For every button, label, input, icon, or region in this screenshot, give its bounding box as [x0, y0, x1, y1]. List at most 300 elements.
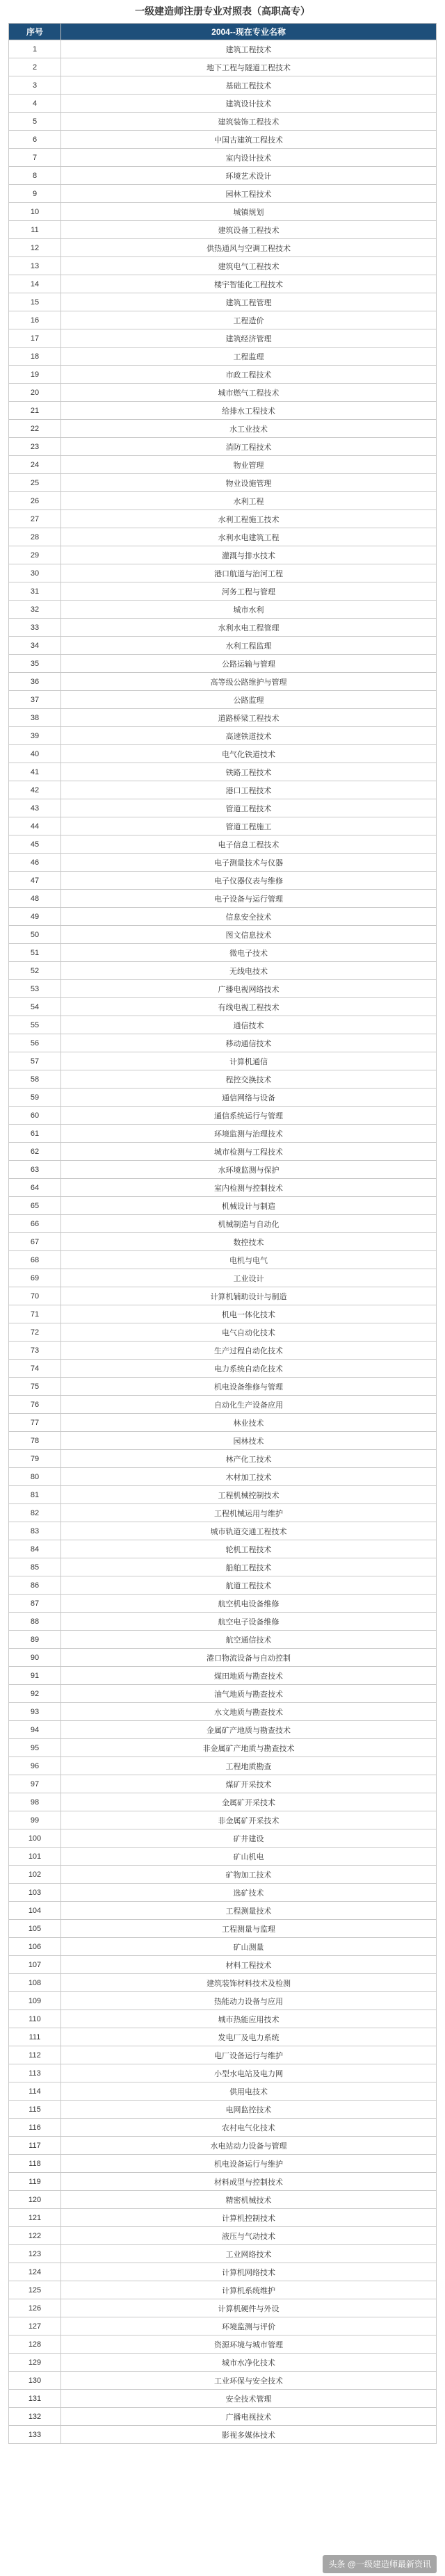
- table-row: [9, 167, 437, 185]
- row-major-name: 市政工程技术: [61, 366, 437, 384]
- row-major-name: 电网监控技术: [61, 2101, 437, 2119]
- row-major-name: 轮机工程技术: [61, 1540, 437, 1558]
- row-index: 67: [9, 1233, 61, 1251]
- row-major-name: 水利水电工程管理: [61, 619, 437, 637]
- page-title: 一级建造师注册专业对照表（高职高专）: [135, 6, 310, 17]
- row-index: 71: [9, 1305, 61, 1323]
- row-index: 37: [9, 691, 61, 709]
- row-index: 112: [9, 2046, 61, 2064]
- row-major-name: 矿物加工技术: [61, 1866, 437, 1884]
- row-major-name: 管道工程技术: [61, 799, 437, 817]
- table-row: [9, 1576, 437, 1595]
- table-row: [9, 1197, 437, 1215]
- row-major-name: 建筑经济管理: [61, 329, 437, 348]
- row-index: 4: [9, 95, 61, 113]
- row-major-name: 建筑装饰工程技术: [61, 113, 437, 131]
- row-index: 42: [9, 781, 61, 799]
- row-major-name: 精密机械技术: [61, 2191, 437, 2209]
- row-index: 56: [9, 1034, 61, 1052]
- row-major-name: 船舶工程技术: [61, 1558, 437, 1576]
- row-major-name: 煤田地质与勘查技术: [61, 1667, 437, 1685]
- table-row: [9, 40, 437, 58]
- table-row: [9, 745, 437, 763]
- row-index: 131: [9, 2390, 61, 2408]
- row-index: 48: [9, 890, 61, 908]
- table-row: [9, 149, 437, 167]
- table-row: [9, 239, 437, 257]
- table-row: [9, 131, 437, 149]
- row-major-name: 热能动力设备与应用: [61, 1992, 437, 2010]
- row-major-name: 通信网络与设备: [61, 1089, 437, 1107]
- row-index: 36: [9, 673, 61, 691]
- table-row: [9, 1251, 437, 1269]
- table-row: [9, 1992, 437, 2010]
- table-row: [9, 528, 437, 546]
- table-row: [9, 1522, 437, 1540]
- row-major-name: 河务工程与管理: [61, 582, 437, 601]
- table-row: [9, 835, 437, 854]
- row-index: 72: [9, 1323, 61, 1342]
- row-index: 16: [9, 311, 61, 329]
- row-major-name: 计算机网络技术: [61, 2263, 437, 2281]
- row-index: 105: [9, 1920, 61, 1938]
- table-row: [9, 2028, 437, 2046]
- row-index: 108: [9, 1974, 61, 1992]
- row-index: 82: [9, 1504, 61, 1522]
- row-major-name: 物业设施管理: [61, 474, 437, 492]
- row-major-name: 材料工程技术: [61, 1956, 437, 1974]
- row-major-name: 港口物流设备与自动控制: [61, 1649, 437, 1667]
- row-index: 11: [9, 221, 61, 239]
- table-row: [9, 2137, 437, 2155]
- row-index: 39: [9, 727, 61, 745]
- table-row: [9, 510, 437, 528]
- table-header-row: [9, 24, 437, 40]
- row-index: 17: [9, 329, 61, 348]
- row-index: 88: [9, 1613, 61, 1631]
- table-row: [9, 1667, 437, 1685]
- table-row: [9, 1143, 437, 1161]
- row-major-name: 城市热能应用技术: [61, 2010, 437, 2028]
- row-major-name: 机械制造与自动化: [61, 1215, 437, 1233]
- row-major-name: 机电设备维修与管理: [61, 1378, 437, 1396]
- table-row: [9, 1287, 437, 1305]
- row-major-name: 供用电技术: [61, 2082, 437, 2101]
- table-row: [9, 1558, 437, 1576]
- table-row: [9, 1775, 437, 1793]
- row-index: 122: [9, 2227, 61, 2245]
- row-index: 47: [9, 872, 61, 890]
- table-row: [9, 293, 437, 311]
- row-index: 34: [9, 637, 61, 655]
- row-index: 53: [9, 980, 61, 998]
- row-index: 68: [9, 1251, 61, 1269]
- row-index: 19: [9, 366, 61, 384]
- row-major-name: 城市燃气工程技术: [61, 384, 437, 402]
- row-major-name: 航空通信技术: [61, 1631, 437, 1649]
- table-row: [9, 2046, 437, 2064]
- row-major-name: 高等级公路维护与管理: [61, 673, 437, 691]
- row-index: 10: [9, 203, 61, 221]
- row-major-name: 楼宇智能化工程技术: [61, 275, 437, 293]
- row-major-name: 金属矿开采技术: [61, 1793, 437, 1811]
- table-row: [9, 2209, 437, 2227]
- row-index: 69: [9, 1269, 61, 1287]
- row-index: 94: [9, 1721, 61, 1739]
- row-index: 9: [9, 185, 61, 203]
- table-row: [9, 2354, 437, 2372]
- row-index: 81: [9, 1486, 61, 1504]
- row-major-name: 矿井建设: [61, 1829, 437, 1848]
- row-major-name: 工程监理: [61, 348, 437, 366]
- row-major-name: 建筑工程技术: [61, 40, 437, 58]
- major-table: [8, 23, 437, 2444]
- row-index: 51: [9, 944, 61, 962]
- row-index: 52: [9, 962, 61, 980]
- table-row: [9, 1486, 437, 1504]
- row-index: 103: [9, 1884, 61, 1902]
- row-index: 84: [9, 1540, 61, 1558]
- row-index: 90: [9, 1649, 61, 1667]
- row-major-name: 工程测量技术: [61, 1902, 437, 1920]
- table-row: [9, 2119, 437, 2137]
- row-major-name: 港口航道与治河工程: [61, 564, 437, 582]
- row-index: 1: [9, 40, 61, 58]
- row-major-name: 安全技术管理: [61, 2390, 437, 2408]
- row-major-name: 建筑装饰材料技术及检测: [61, 1974, 437, 1992]
- row-major-name: 机械设计与制造: [61, 1197, 437, 1215]
- table-row: [9, 1161, 437, 1179]
- row-index: 28: [9, 528, 61, 546]
- row-index: 95: [9, 1739, 61, 1757]
- row-index: 77: [9, 1414, 61, 1432]
- row-index: 120: [9, 2191, 61, 2209]
- row-major-name: 机电设备运行与维护: [61, 2155, 437, 2173]
- table-row: [9, 2101, 437, 2119]
- row-major-name: 资源环境与城市管理: [61, 2335, 437, 2354]
- table-row: [9, 1685, 437, 1703]
- table-row: [9, 2335, 437, 2354]
- table-row: [9, 1902, 437, 1920]
- row-major-name: 建筑电气工程技术: [61, 257, 437, 275]
- row-major-name: 自动化生产设备应用: [61, 1396, 437, 1414]
- row-major-name: 电机与电气: [61, 1251, 437, 1269]
- row-index: 96: [9, 1757, 61, 1775]
- row-index: 106: [9, 1938, 61, 1956]
- row-index: 66: [9, 1215, 61, 1233]
- table-row: [9, 492, 437, 510]
- row-index: 75: [9, 1378, 61, 1396]
- table-row: [9, 691, 437, 709]
- row-index: 18: [9, 348, 61, 366]
- table-row: [9, 2390, 437, 2408]
- row-index: 40: [9, 745, 61, 763]
- row-major-name: 给排水工程技术: [61, 402, 437, 420]
- row-major-name: 工业设计: [61, 1269, 437, 1287]
- row-major-name: 供热通风与空调工程技术: [61, 239, 437, 257]
- table-row: [9, 1848, 437, 1866]
- row-index: 130: [9, 2372, 61, 2390]
- row-index: 3: [9, 76, 61, 95]
- row-major-name: 水电站动力设备与管理: [61, 2137, 437, 2155]
- table-row: [9, 2010, 437, 2028]
- table-row: [9, 2317, 437, 2335]
- row-index: 126: [9, 2299, 61, 2317]
- table-row: [9, 1811, 437, 1829]
- table-row: [9, 1269, 437, 1287]
- table-row: [9, 1504, 437, 1522]
- table-row: [9, 564, 437, 582]
- row-index: 30: [9, 564, 61, 582]
- row-major-name: 材料成型与控制技术: [61, 2173, 437, 2191]
- row-index: 58: [9, 1070, 61, 1089]
- row-index: 43: [9, 799, 61, 817]
- row-index: 104: [9, 1902, 61, 1920]
- row-index: 14: [9, 275, 61, 293]
- row-major-name: 园林技术: [61, 1432, 437, 1450]
- row-index: 118: [9, 2155, 61, 2173]
- row-major-name: 工程机械运用与维护: [61, 1504, 437, 1522]
- table-row: [9, 402, 437, 420]
- row-major-name: 城市水净化技术: [61, 2354, 437, 2372]
- row-major-name: 通信系统运行与管理: [61, 1107, 437, 1125]
- row-index: 54: [9, 998, 61, 1016]
- row-index: 79: [9, 1450, 61, 1468]
- row-major-name: 建筑设计技术: [61, 95, 437, 113]
- row-index: 124: [9, 2263, 61, 2281]
- row-major-name: 液压与气动技术: [61, 2227, 437, 2245]
- row-major-name: 中国古建筑工程技术: [61, 131, 437, 149]
- row-index: 57: [9, 1052, 61, 1070]
- row-index: 98: [9, 1793, 61, 1811]
- row-major-name: 电气自动化技术: [61, 1323, 437, 1342]
- row-index: 7: [9, 149, 61, 167]
- row-index: 87: [9, 1595, 61, 1613]
- table-row: [9, 2227, 437, 2245]
- table-row: [9, 1215, 437, 1233]
- table-row: [9, 185, 437, 203]
- row-major-name: 建筑设备工程技术: [61, 221, 437, 239]
- row-index: 25: [9, 474, 61, 492]
- row-major-name: 生产过程自动化技术: [61, 1342, 437, 1360]
- table-row: [9, 2372, 437, 2390]
- row-major-name: 灌溉与排水技术: [61, 546, 437, 564]
- table-row: [9, 709, 437, 727]
- table-row: [9, 2191, 437, 2209]
- row-index: 78: [9, 1432, 61, 1450]
- row-major-name: 城市检测与工程技术: [61, 1143, 437, 1161]
- table-row: [9, 637, 437, 655]
- row-index: 115: [9, 2101, 61, 2119]
- row-index: 27: [9, 510, 61, 528]
- row-major-name: 城市水利: [61, 601, 437, 619]
- row-index: 127: [9, 2317, 61, 2335]
- table-row: [9, 944, 437, 962]
- row-major-name: 小型水电站及电力网: [61, 2064, 437, 2082]
- table-row: [9, 1378, 437, 1396]
- row-index: 13: [9, 257, 61, 275]
- watermark: 头条 @一级建造师最新资讯: [323, 2555, 437, 2573]
- table-row: [9, 2245, 437, 2263]
- table-row: [9, 348, 437, 366]
- row-index: 15: [9, 293, 61, 311]
- row-major-name: 水利工程施工技术: [61, 510, 437, 528]
- row-major-name: 矿山机电: [61, 1848, 437, 1866]
- table-row: [9, 275, 437, 293]
- row-major-name: 计算机硬件与外设: [61, 2299, 437, 2317]
- table-row: [9, 998, 437, 1016]
- row-major-name: 电子设备与运行管理: [61, 890, 437, 908]
- row-index: 46: [9, 854, 61, 872]
- table-row: [9, 113, 437, 131]
- row-major-name: 电子信息工程技术: [61, 835, 437, 854]
- row-major-name: 移动通信技术: [61, 1034, 437, 1052]
- row-index: 121: [9, 2209, 61, 2227]
- row-index: 132: [9, 2408, 61, 2426]
- table-row: [9, 1107, 437, 1125]
- table-row: [9, 1613, 437, 1631]
- table-row: [9, 1974, 437, 1992]
- row-index: 23: [9, 438, 61, 456]
- row-index: 26: [9, 492, 61, 510]
- table-row: [9, 1052, 437, 1070]
- table-row: [9, 1649, 437, 1667]
- table-row: [9, 1956, 437, 1974]
- row-major-name: 通信技术: [61, 1016, 437, 1034]
- table-row: [9, 890, 437, 908]
- table-body: [9, 40, 437, 2444]
- table-row: [9, 655, 437, 673]
- row-index: 20: [9, 384, 61, 402]
- table-row: [9, 58, 437, 76]
- row-index: 22: [9, 420, 61, 438]
- table-row: [9, 366, 437, 384]
- row-index: 70: [9, 1287, 61, 1305]
- table-row: [9, 2082, 437, 2101]
- table-row: [9, 1938, 437, 1956]
- table-row: [9, 1595, 437, 1613]
- row-major-name: 物业管理: [61, 456, 437, 474]
- table-row: [9, 763, 437, 781]
- row-index: 32: [9, 601, 61, 619]
- table-row: [9, 1179, 437, 1197]
- row-index: 74: [9, 1360, 61, 1378]
- table-row: [9, 2263, 437, 2281]
- row-major-name: 无线电技术: [61, 962, 437, 980]
- table-row: [9, 420, 437, 438]
- row-major-name: 港口工程技术: [61, 781, 437, 799]
- row-major-name: 水环境监测与保护: [61, 1161, 437, 1179]
- header-major: 2004--现在专业名称: [61, 24, 437, 40]
- row-index: 31: [9, 582, 61, 601]
- row-index: 107: [9, 1956, 61, 1974]
- row-major-name: 工程地质勘查: [61, 1757, 437, 1775]
- table-row: [9, 95, 437, 113]
- row-major-name: 林业技术: [61, 1414, 437, 1432]
- row-index: 83: [9, 1522, 61, 1540]
- row-major-name: 有线电视工程技术: [61, 998, 437, 1016]
- row-index: 49: [9, 908, 61, 926]
- row-major-name: 水工业技术: [61, 420, 437, 438]
- row-index: 60: [9, 1107, 61, 1125]
- row-major-name: 程控交换技术: [61, 1070, 437, 1089]
- table-row: [9, 1396, 437, 1414]
- row-index: 89: [9, 1631, 61, 1649]
- row-index: 61: [9, 1125, 61, 1143]
- row-major-name: 计算机控制技术: [61, 2209, 437, 2227]
- table-row: [9, 2299, 437, 2317]
- row-index: 76: [9, 1396, 61, 1414]
- row-major-name: 室内设计技术: [61, 149, 437, 167]
- row-index: 114: [9, 2082, 61, 2101]
- row-index: 8: [9, 167, 61, 185]
- table-row: [9, 76, 437, 95]
- row-major-name: 工程机械控制技术: [61, 1486, 437, 1504]
- table-row: [9, 781, 437, 799]
- row-major-name: 城镇规划: [61, 203, 437, 221]
- table-row: [9, 474, 437, 492]
- row-index: 41: [9, 763, 61, 781]
- table-row: [9, 601, 437, 619]
- row-index: 116: [9, 2119, 61, 2137]
- row-major-name: 道路桥梁工程技术: [61, 709, 437, 727]
- table-row: [9, 456, 437, 474]
- table-row: [9, 962, 437, 980]
- row-major-name: 管道工程施工: [61, 817, 437, 835]
- row-major-name: 矿山测量: [61, 1938, 437, 1956]
- row-major-name: 影视多媒体技术: [61, 2426, 437, 2444]
- row-major-name: 图文信息技术: [61, 926, 437, 944]
- row-major-name: 信息安全技术: [61, 908, 437, 926]
- table-row: [9, 673, 437, 691]
- table-row: [9, 1468, 437, 1486]
- row-index: 102: [9, 1866, 61, 1884]
- table-row: [9, 1540, 437, 1558]
- table-row: [9, 1305, 437, 1323]
- row-major-name: 航道工程技术: [61, 1576, 437, 1595]
- row-major-name: 数控技术: [61, 1233, 437, 1251]
- table-row: [9, 1414, 437, 1432]
- row-index: 85: [9, 1558, 61, 1576]
- table-row: [9, 872, 437, 890]
- row-index: 45: [9, 835, 61, 854]
- table-row: [9, 1323, 437, 1342]
- row-index: 117: [9, 2137, 61, 2155]
- row-major-name: 计算机辅助设计与制造: [61, 1287, 437, 1305]
- table-row: [9, 1450, 437, 1468]
- row-major-name: 电气化铁道技术: [61, 745, 437, 763]
- row-index: 33: [9, 619, 61, 637]
- row-major-name: 微电子技术: [61, 944, 437, 962]
- table-row: [9, 2155, 437, 2173]
- table-row: [9, 1739, 437, 1757]
- row-index: 29: [9, 546, 61, 564]
- row-major-name: 林产化工技术: [61, 1450, 437, 1468]
- row-major-name: 环境艺术设计: [61, 167, 437, 185]
- row-major-name: 电子测量技术与仪器: [61, 854, 437, 872]
- row-index: 97: [9, 1775, 61, 1793]
- row-index: 128: [9, 2335, 61, 2354]
- row-major-name: 室内检测与控制技术: [61, 1179, 437, 1197]
- table-row: [9, 2173, 437, 2191]
- table-row: [9, 2064, 437, 2082]
- row-major-name: 航空电子设备维修: [61, 1613, 437, 1631]
- row-major-name: 铁路工程技术: [61, 763, 437, 781]
- row-major-name: 水利水电建筑工程: [61, 528, 437, 546]
- row-major-name: 水利工程: [61, 492, 437, 510]
- table-row: [9, 257, 437, 275]
- row-major-name: 农村电气化技术: [61, 2119, 437, 2137]
